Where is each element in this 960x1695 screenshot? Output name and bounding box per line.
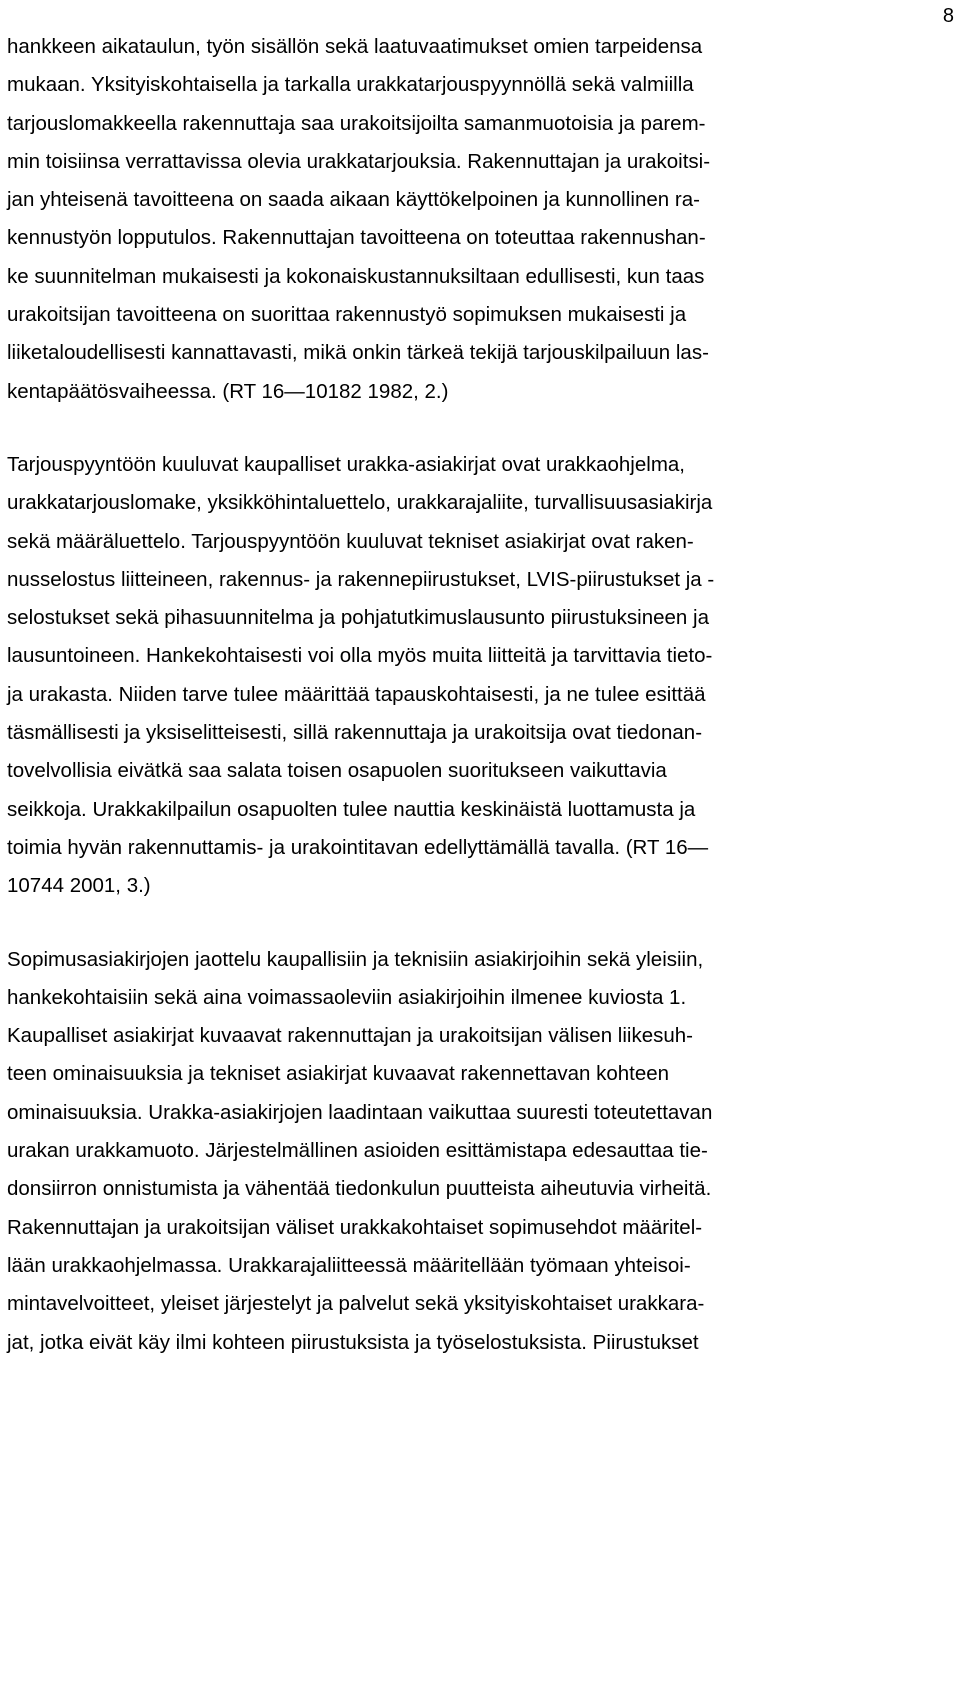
page-body	[7, 28, 947, 1397]
text-line: Kaupalliset asiakirjat kuvaavat rakennuttajan ja urakoitsijan välisen liikesuh-	[7, 1024, 693, 1048]
text-line: tarjouslomakkeella rakennuttaja saa urakoitsijoilta samanmuotoisia ja parem-	[7, 111, 706, 135]
paragraph-3	[7, 941, 947, 1362]
text-line: ja urakasta. Niiden tarve tulee määrittää tapauskohtaisesti, ja ne tulee esittää	[7, 682, 706, 706]
text-line: nusselostus liitteineen, rakennus- ja rakennepiirustukset, LVIS-piirustukset ja -	[7, 567, 715, 591]
text-line: Tarjouspyyntöön kuuluvat kaupalliset urakka-asiakirjat ovat urakkaohjelma,	[7, 452, 685, 476]
text-line: lausuntoineen. Hankekohtaisesti voi olla myös muita liitteitä ja tarvittavia tieto-	[7, 644, 713, 668]
text-line: täsmällisesti ja yksiselitteisesti, sillä rakennuttaja ja urakoitsija ovat tiedonan-	[7, 721, 703, 745]
page-number: 8	[942, 5, 954, 27]
paragraph-2	[7, 446, 947, 906]
text-line: lään urakkaohjelmassa. Urakkarajaliitteessä määritellään työmaan yhteisoi-	[7, 1253, 691, 1277]
text-line: ke suunnitelman mukaisesti ja kokonaiskustannuksiltaan edullisesti, kun taas	[7, 264, 705, 288]
text-line: tovelvollisia eivätkä saa salata toisen osapuolen suoritukseen vaikuttavia	[7, 759, 667, 783]
text-line: seikkoja. Urakkakilpailun osapuolten tulee nauttia keskinäistä luottamusta ja	[7, 797, 696, 821]
text-line: kennustyön lopputulos. Rakennuttajan tavoitteena on toteuttaa rakennushan-	[7, 226, 706, 250]
text-line: jan yhteisenä tavoitteena on saada aikaan käyttökelpoinen ja kunnollinen ra-	[7, 188, 700, 212]
text-line: hankekohtaisiin sekä aina voimassaoleviin asiakirjoihin ilmenee kuviosta 1.	[7, 985, 687, 1009]
text-line: kentapäätösvaiheessa. (RT 16—10182 1982, 2.)	[7, 379, 449, 403]
text-line: teen ominaisuuksia ja tekniset asiakirjat kuvaavat rakennettavan kohteen	[7, 1062, 670, 1086]
text-line: donsiirron onnistumista ja vähentää tiedonkulun puutteista aiheutuvia virheitä.	[7, 1177, 712, 1201]
text-line: mintavelvoitteet, yleiset järjestelyt ja palvelut sekä yksityiskohtaiset urakkara-	[7, 1292, 705, 1316]
text-line: ominaisuuksia. Urakka-asiakirjojen laadintaan vaikuttaa suuresti toteutettavan	[7, 1100, 713, 1124]
text-line: toimia hyvän rakennuttamis- ja urakointitavan edellyttämällä tavalla. (RT 16—	[7, 835, 709, 859]
text-line: urakoitsijan tavoitteena on suorittaa rakennustyö sopimuksen mukaisesti ja	[7, 303, 687, 327]
text-line: urakkatarjouslomake, yksikköhintaluettelo, urakkarajaliite, turvallisuusasiakirja	[7, 491, 713, 515]
text-line: hankkeen aikataulun, työn sisällön sekä laatuvaatimukset omien tarpeidensa	[7, 35, 703, 58]
text-line: mukaan. Yksityiskohtaisella ja tarkalla urakkatarjouspyynnöllä sekä valmiilla	[7, 73, 694, 97]
text-line: selostukset sekä pihasuunnitelma ja pohjatutkimuslausunto piirustuksineen ja	[7, 606, 709, 630]
text-line: liiketaloudellisesti kannattavasti, mikä onkin tärkeä tekijä tarjouskilpailuun las-	[7, 341, 709, 365]
text-line: jat, jotka eivät käy ilmi kohteen piirustuksista ja työselostuksista. Piirustukset	[7, 1330, 699, 1354]
text-line: Sopimusasiakirjojen jaottelu kaupallisiin ja teknisiin asiakirjoihin sekä yleisiin,	[7, 947, 704, 971]
text-line: Rakennuttajan ja urakoitsijan väliset urakkakohtaiset sopimusehdot määritel-	[7, 1215, 703, 1239]
text-line: min toisiinsa verrattavissa olevia urakkatarjouksia. Rakennuttajan ja urakoitsi-	[7, 149, 711, 173]
text-line: 10744 2001, 3.)	[7, 874, 151, 898]
text-line: urakan urakkamuoto. Järjestelmällinen asioiden esittämistapa edesauttaa tie-	[7, 1139, 708, 1163]
text-line: sekä määräluettelo. Tarjouspyyntöön kuuluvat tekniset asiakirjat ovat raken-	[7, 529, 694, 553]
paragraph-1	[7, 28, 947, 411]
